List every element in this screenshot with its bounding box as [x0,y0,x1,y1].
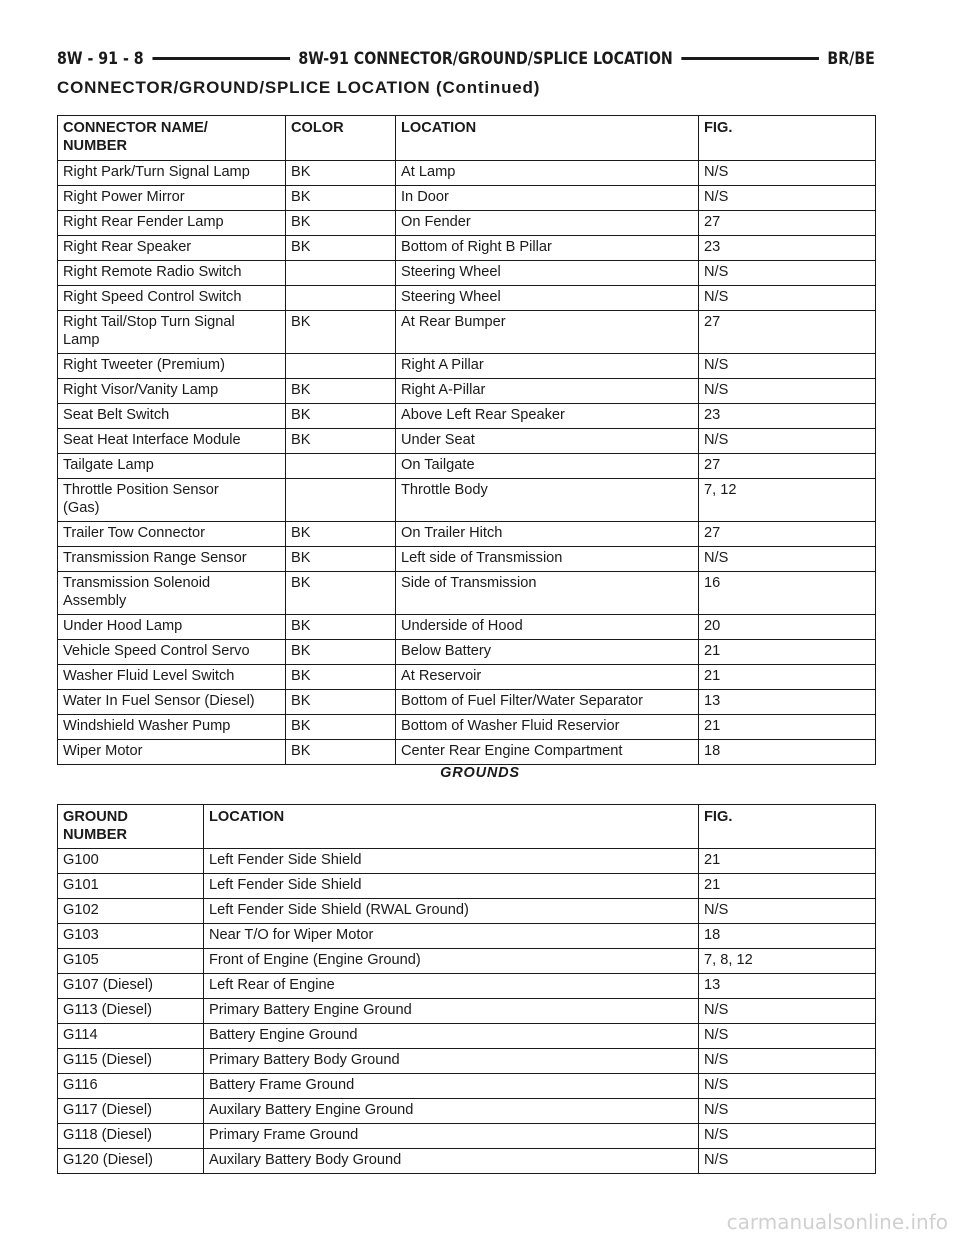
table-cell: 27 [699,454,876,479]
table-row [58,949,876,974]
table-row [58,354,876,379]
table-cell: Auxilary Battery Body Ground [204,1149,699,1174]
table-cell: Left Fender Side Shield (RWAL Ground) [204,899,699,924]
table-cell: Bottom of Fuel Filter/Water Separator [396,690,699,715]
table-cell [286,354,396,379]
table-cell: G118 (Diesel) [58,1124,204,1149]
table-cell: N/S [699,1124,876,1149]
table-cell: Right Remote Radio Switch [58,261,286,286]
table-cell: BK [286,186,396,211]
table-row [58,665,876,690]
table-row [58,404,876,429]
table-cell: 27 [699,311,876,354]
table-cell: N/S [699,1149,876,1174]
table-cell: Right Tail/Stop Turn Signal Lamp [58,311,286,354]
grounds-table-body [58,849,876,1174]
table-cell: BK [286,690,396,715]
table-cell: Primary Battery Body Ground [204,1049,699,1074]
table-cell: BK [286,572,396,615]
table-cell: Above Left Rear Speaker [396,404,699,429]
table-cell: Below Battery [396,640,699,665]
table-cell: 21 [699,665,876,690]
table-row [58,236,876,261]
table-row [58,1149,876,1174]
table-row [58,690,876,715]
table-row [58,547,876,572]
table-cell: Center Rear Engine Compartment [396,740,699,765]
table-cell: Bottom of Washer Fluid Reservior [396,715,699,740]
table-cell: 7, 8, 12 [699,949,876,974]
table-cell: 21 [699,715,876,740]
table-cell: Near T/O for Wiper Motor [204,924,699,949]
table-cell: G116 [58,1074,204,1099]
table-cell: Primary Frame Ground [204,1124,699,1149]
table-cell: Side of Transmission [396,572,699,615]
table-cell: BK [286,740,396,765]
table-cell: BK [286,429,396,454]
header-row [58,805,876,849]
table-cell: Water In Fuel Sensor (Diesel) [58,690,286,715]
table-cell: BK [286,715,396,740]
table-cell: 20 [699,615,876,640]
table-cell: G120 (Diesel) [58,1149,204,1174]
table-cell: Bottom of Right B Pillar [396,236,699,261]
table-cell: N/S [699,354,876,379]
table-cell: N/S [699,429,876,454]
table-cell: Right A-Pillar [396,379,699,404]
table-cell: BK [286,311,396,354]
table-cell: BK [286,161,396,186]
table-cell: Right Rear Speaker [58,236,286,261]
page-subtitle: CONNECTOR/GROUND/SPLICE LOCATION (Continued) [57,78,541,97]
table-row [58,1124,876,1149]
table-cell: N/S [699,999,876,1024]
grounds-heading: GROUNDS [440,765,520,781]
column-header: FIG. [699,805,876,849]
table-cell: Steering Wheel [396,286,699,311]
table-row [58,454,876,479]
table-row [58,1049,876,1074]
table-cell: Left side of Transmission [396,547,699,572]
table-cell: N/S [699,899,876,924]
table-cell [286,261,396,286]
table-cell: Left Fender Side Shield [204,849,699,874]
table-cell: Trailer Tow Connector [58,522,286,547]
table-cell: BK [286,665,396,690]
table-cell: N/S [699,1049,876,1074]
model-code: BR/BE [827,48,875,68]
table-cell: Under Hood Lamp [58,615,286,640]
table-row [58,715,876,740]
table-row [58,640,876,665]
table-cell: G107 (Diesel) [58,974,204,999]
page-number: 8W - 91 - 8 [57,48,144,68]
table-cell: 16 [699,572,876,615]
table-cell: BK [286,379,396,404]
table-cell: Right Rear Fender Lamp [58,211,286,236]
table-cell: 27 [699,522,876,547]
column-header: LOCATION [204,805,699,849]
table-row [58,999,876,1024]
table-cell: G113 (Diesel) [58,999,204,1024]
table-row [58,1099,876,1124]
table-row [58,615,876,640]
table-cell: G105 [58,949,204,974]
table-row [58,1074,876,1099]
table-cell: Right Tweeter (Premium) [58,354,286,379]
table-cell: Right A Pillar [396,354,699,379]
table-cell: BK [286,640,396,665]
table-row [58,211,876,236]
table-cell: N/S [699,547,876,572]
table-cell: At Rear Bumper [396,311,699,354]
table-cell: 18 [699,924,876,949]
table-cell: 21 [699,849,876,874]
table-cell: 23 [699,236,876,261]
table-row [58,1024,876,1049]
table-cell [286,454,396,479]
table-row [58,899,876,924]
table-row [58,479,876,522]
connector-table [57,115,876,765]
table-cell: G101 [58,874,204,899]
table-cell: Right Power Mirror [58,186,286,211]
table-cell: G117 (Diesel) [58,1099,204,1124]
table-cell: Tailgate Lamp [58,454,286,479]
table-row [58,161,876,186]
table-cell: G115 (Diesel) [58,1049,204,1074]
table-cell: Washer Fluid Level Switch [58,665,286,690]
header-rule-right [681,57,818,60]
table-cell: N/S [699,379,876,404]
table-cell: N/S [699,261,876,286]
table-row [58,311,876,354]
table-cell: 13 [699,974,876,999]
watermark: carmanualsonline.info [726,1210,948,1234]
table-cell: G114 [58,1024,204,1049]
table-cell: Vehicle Speed Control Servo [58,640,286,665]
table-cell: Transmission Solenoid Assembly [58,572,286,615]
table-cell: At Lamp [396,161,699,186]
connector-table-body [58,161,876,765]
table-cell: BK [286,522,396,547]
table-cell: N/S [699,161,876,186]
column-header: COLOR [286,116,396,161]
table-cell: N/S [699,286,876,311]
table-cell: Underside of Hood [396,615,699,640]
table-cell: Windshield Washer Pump [58,715,286,740]
table-cell: Auxilary Battery Engine Ground [204,1099,699,1124]
table-cell: Left Fender Side Shield [204,874,699,899]
table-cell: 7, 12 [699,479,876,522]
table-row [58,572,876,615]
table-cell: BK [286,615,396,640]
table-cell: 21 [699,640,876,665]
page-header [57,46,875,70]
table-row [58,740,876,765]
table-cell: N/S [699,1024,876,1049]
table-cell: Battery Engine Ground [204,1024,699,1049]
header-row [58,116,876,161]
table-row [58,874,876,899]
table-cell: Right Park/Turn Signal Lamp [58,161,286,186]
table-cell: 23 [699,404,876,429]
table-cell: BK [286,236,396,261]
table-row [58,522,876,547]
table-row [58,186,876,211]
table-row [58,924,876,949]
column-header: LOCATION [396,116,699,161]
column-header: FIG. [699,116,876,161]
table-cell: On Tailgate [396,454,699,479]
table-row [58,286,876,311]
table-cell: G100 [58,849,204,874]
table-row [58,849,876,874]
table-cell: Steering Wheel [396,261,699,286]
table-cell: 18 [699,740,876,765]
column-header: GROUND NUMBER [58,805,204,849]
table-cell: In Door [396,186,699,211]
table-cell: N/S [699,1099,876,1124]
table-cell: Under Seat [396,429,699,454]
table-cell: G102 [58,899,204,924]
header-rule-left [152,57,289,60]
table-cell: Transmission Range Sensor [58,547,286,572]
table-row [58,429,876,454]
table-cell: N/S [699,1074,876,1099]
table-cell: On Trailer Hitch [396,522,699,547]
table-cell: Right Visor/Vanity Lamp [58,379,286,404]
table-cell: Throttle Body [396,479,699,522]
table-cell [286,479,396,522]
table-cell: G103 [58,924,204,949]
table-cell: BK [286,404,396,429]
table-cell: 13 [699,690,876,715]
connector-table-header [58,116,876,161]
table-cell: Throttle Position Sensor (Gas) [58,479,286,522]
table-cell: On Fender [396,211,699,236]
table-cell: BK [286,547,396,572]
table-cell: Left Rear of Engine [204,974,699,999]
table-cell: Seat Heat Interface Module [58,429,286,454]
table-cell: Wiper Motor [58,740,286,765]
table-cell: Front of Engine (Engine Ground) [204,949,699,974]
column-header: CONNECTOR NAME/ NUMBER [58,116,286,161]
grounds-table [57,804,876,1174]
table-row [58,261,876,286]
table-cell: Primary Battery Engine Ground [204,999,699,1024]
table-row [58,379,876,404]
table-cell: 27 [699,211,876,236]
table-cell: Right Speed Control Switch [58,286,286,311]
table-row [58,974,876,999]
section-title: 8W-91 CONNECTOR/GROUND/SPLICE LOCATION [298,48,673,68]
grounds-table-header [58,805,876,849]
table-cell: Seat Belt Switch [58,404,286,429]
table-cell: At Reservoir [396,665,699,690]
table-cell: N/S [699,186,876,211]
table-cell: BK [286,211,396,236]
table-cell: 21 [699,874,876,899]
table-cell [286,286,396,311]
table-cell: Battery Frame Ground [204,1074,699,1099]
